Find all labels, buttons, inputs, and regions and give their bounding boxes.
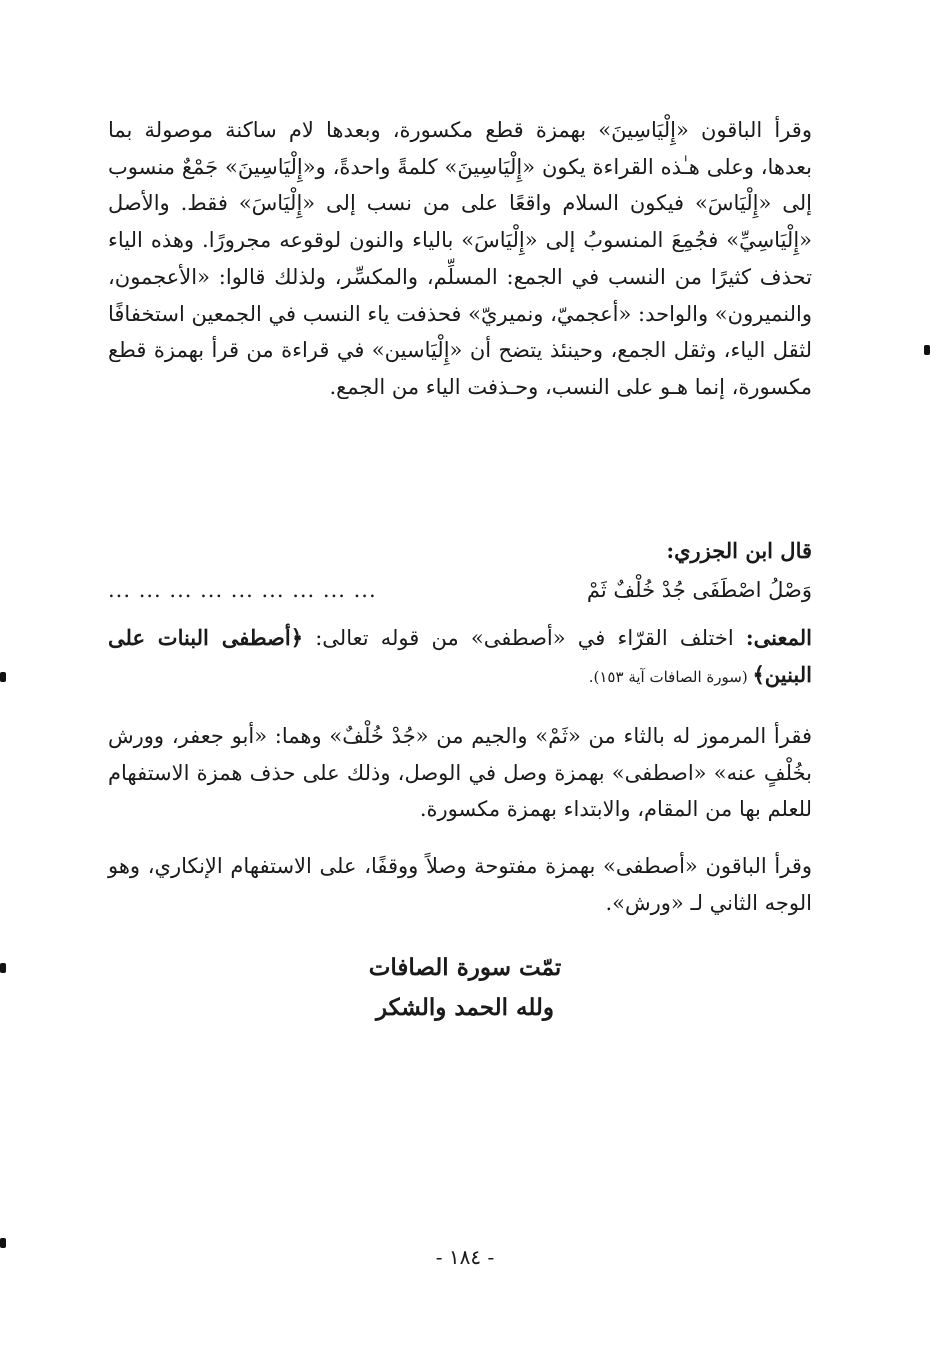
quran-quote: ﴿أصطفى البنات على البنين﴾ [108,625,812,687]
speaker-text: قال ابن الجزري: [666,538,812,563]
paragraph-3-text: فقرأ المرموز له بالثاء من «ثَمْ» والجيم من «جُدْ خُلْفٌ» وهما: «أبو جعفر، وورش بخُلْفٍ عنه» «اصطفى» بهمزة وصل في الوصل، وذلك على حذف همزة الاستفهام للعلم بها من المقام، والابتداء بهمزة مكسورة. [108,724,812,822]
meaning-text: اختلف القرّاء في «أصطفى» من قوله تعالى: [303,626,746,650]
closing-line-1 [0,950,930,986]
verse-dots: ... ... ... ... ... ... ... ... ... [108,578,377,602]
scan-edge-mark [0,1238,6,1248]
page-number [0,1245,930,1269]
paragraph-4-text: وقرأ الباقون «أصطفى» بهمزة مفتوحة وصلاً ووقفًا، على الاستفهام الإنكاري، وهو الوجه الثاني لـ «ورش». [108,854,812,915]
surah-reference: (سورة الصافات آية ١٥٣). [588,667,753,686]
paragraph-1 [108,112,812,406]
paragraph-3 [108,718,812,828]
scan-edge-mark [0,963,6,973]
page-number-text: - ١٨٤ - [435,1245,495,1269]
paragraph-1-text: وقرأ الباقون «إِلْيَاسِينَ» بهمزة قطع مكسورة، وبعدها لام ساكنة موصولة بما بعدها، وعلى هـٰذه القراءة يكون «إِلْيَاسِينَ» كلمةً واحدةً، و«إِلْيَاسِينَ» جَمْعٌ منسوب إلى «إِلْيَاسَ» فيكون السلام واقعًا على من نسب إلى «إِلْيَاسَ» فقط. والأصل «إِلْيَاسِيِّ» فجُمِعَ المنسوبُ إلى «إِلْيَاسَ» بالياء والنون لوقوعه مجرورًا. وهذه الياء تحذف كثيرًا من النسب في الجمع: المسلِّم، والمكسِّر، ولذلك قالوا: «الأعجمون، والنميرون» والواحد: «أعجميّ، ونميريّ» فحذفت ياء النسب في الجمعين استخفافًا لثقل الياء، وثقل الجمع، وحينئذ يتضح أن «إِلْيَاسين» في قراءة من قرأ بهمزة قطع مكسورة، إنما هـو على النسب، وحـذفت الياء من الجمع. [108,118,812,399]
speaker-heading [108,534,812,568]
closing-line-2-text: ولله الحمد والشكر [375,994,555,1021]
verse-text: وَصْلُ اصْطَفَى جُدْ خُلْفٌ ثَمْ [586,578,812,602]
scan-edge-mark [924,345,930,355]
verse-line [108,573,812,607]
paragraph-4 [108,848,812,921]
meaning-paragraph [108,620,812,695]
meaning-label: المعنى: [745,625,812,650]
closing-line-1-text: تمّت سورة الصافات [368,954,562,981]
scan-edge-mark [0,672,6,682]
closing-line-2 [0,990,930,1026]
